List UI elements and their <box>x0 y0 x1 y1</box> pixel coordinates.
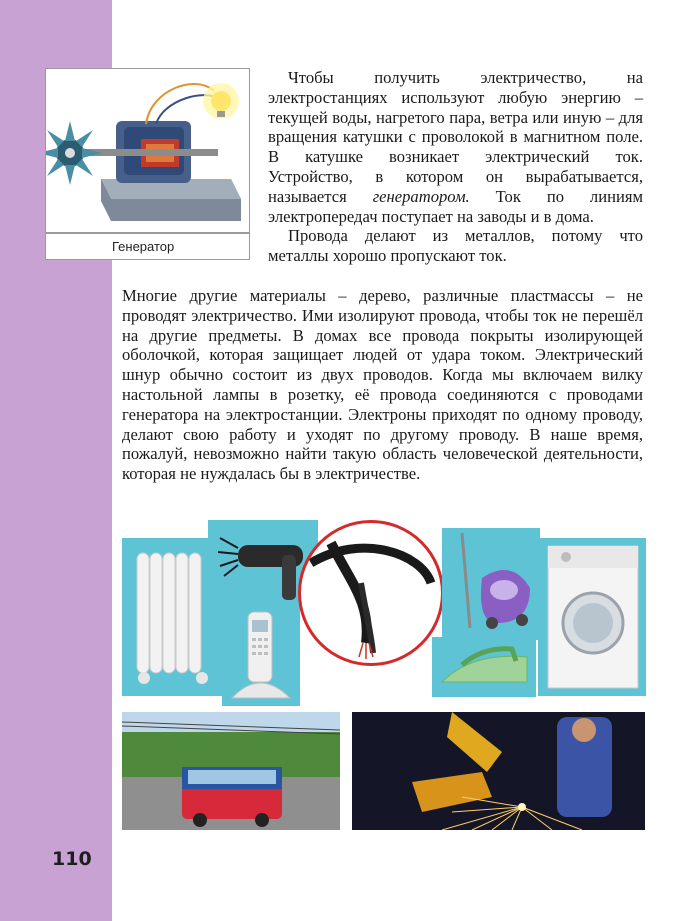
paragraph-electricity-sources <box>268 68 643 266</box>
text-insulation: Многие другие материалы – дерево, различные пластмассы – не проводят электричество. Ими изолируют провода, чтобы ток не перешёл на другие предметы. В домах все провода покрыты изолирующей оболочкой, которая защищает людей от удара током. Электрический шнур обычно состоит из двух проводов. Когда мы включаем вилку настольной лампы в розетку, её провода соединяются с проводами генератора на электростанции. Электроны приходят по одному проводу, делают свою работу и уходят по другому проводу. В наше время, пожалуй, невозможно найти такую область человеческой деятельности, которая не нуждалась бы в электричестве. <box>122 286 643 484</box>
cordless-phone-image <box>222 606 300 706</box>
vacuum-cleaner-image <box>442 528 540 640</box>
paragraph-insulation <box>122 286 643 484</box>
generator-figure <box>45 68 250 233</box>
term-generator: генератором. <box>372 186 470 206</box>
generator-illustration <box>46 69 249 232</box>
page-number: 110 <box>52 848 92 870</box>
washing-machine-image <box>538 538 646 696</box>
trolleybus-image <box>122 712 340 830</box>
generator-caption: Генератор <box>45 233 250 260</box>
text-power-lines: Ток по линиям электропередач поступает на заводы и в дома. <box>268 186 643 226</box>
steam-iron-image <box>432 637 536 697</box>
cable-closeup-image <box>298 520 444 666</box>
oil-heater-image <box>122 538 222 696</box>
welding-robot-image <box>352 712 645 830</box>
text-wires-metal: Провода делают из металлов, потому что металлы хорошо пропускают ток. <box>268 226 643 266</box>
text-intro: Чтобы получить электричество, на электростанциях используют любую энергию – текущей воды, нагретого пара, ветра или иную – для вращения катушки с проволокой в магнитном поле. В катушке возникает электрический ток. Устройство, в котором он вырабатывается, называется <box>268 68 643 206</box>
